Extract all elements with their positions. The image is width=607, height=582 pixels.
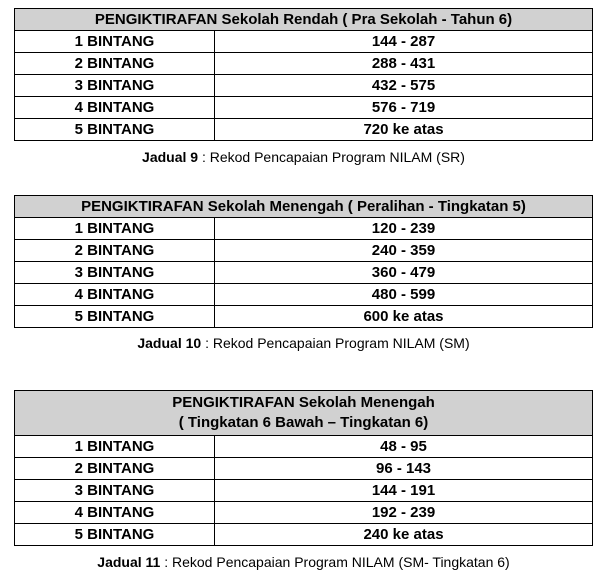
table-header-row <box>15 391 593 436</box>
star-level: 4 BINTANG <box>15 502 215 524</box>
caption-text: : Rekod Pencapaian Program NILAM (SR) <box>198 149 465 165</box>
star-level: 4 BINTANG <box>15 97 215 119</box>
table-header: PENGIKTIRAFAN Sekolah Menengah ( Peralihan - Tingkatan 5) <box>15 196 593 218</box>
table-row <box>15 458 593 480</box>
star-level: 5 BINTANG <box>15 119 215 141</box>
table-row <box>15 240 593 262</box>
table-row <box>15 262 593 284</box>
caption-text: : Rekod Pencapaian Program NILAM (SM- Tingkatan 6) <box>160 554 510 570</box>
star-level: 2 BINTANG <box>15 53 215 75</box>
score-range: 600 ke atas <box>215 306 593 328</box>
table-header: PENGIKTIRAFAN Sekolah Rendah ( Pra Sekolah - Tahun 6) <box>15 9 593 31</box>
star-level: 5 BINTANG <box>15 524 215 546</box>
score-range: 720 ke atas <box>215 119 593 141</box>
caption-label: Jadual 9 <box>142 149 199 165</box>
table-row <box>15 75 593 97</box>
score-range: 432 - 575 <box>215 75 593 97</box>
table-sekolah-rendah <box>14 8 593 141</box>
star-level: 1 BINTANG <box>15 218 215 240</box>
score-range: 480 - 599 <box>215 284 593 306</box>
table-sekolah-menengah <box>14 195 593 328</box>
score-range: 96 - 143 <box>215 458 593 480</box>
table-tingkatan-6 <box>14 390 593 546</box>
table-row <box>15 524 593 546</box>
table-row <box>15 480 593 502</box>
star-level: 1 BINTANG <box>15 436 215 458</box>
star-level: 4 BINTANG <box>15 284 215 306</box>
table-row <box>15 119 593 141</box>
table-row <box>15 31 593 53</box>
table-row <box>15 306 593 328</box>
score-range: 240 ke atas <box>215 524 593 546</box>
score-range: 120 - 239 <box>215 218 593 240</box>
star-level: 5 BINTANG <box>15 306 215 328</box>
score-range: 192 - 239 <box>215 502 593 524</box>
caption-label: Jadual 10 <box>137 335 202 351</box>
table-row <box>15 53 593 75</box>
star-level: 3 BINTANG <box>15 480 215 502</box>
caption-text: : Rekod Pencapaian Program NILAM (SM) <box>201 335 470 351</box>
score-range: 288 - 431 <box>215 53 593 75</box>
caption-label: Jadual 11 <box>97 554 161 570</box>
score-range: 144 - 191 <box>215 480 593 502</box>
score-range: 240 - 359 <box>215 240 593 262</box>
table-header-row <box>15 196 593 218</box>
table-caption <box>0 334 607 352</box>
table-caption <box>0 148 607 166</box>
star-level: 3 BINTANG <box>15 75 215 97</box>
table-header <box>15 391 593 436</box>
score-range: 48 - 95 <box>215 436 593 458</box>
star-level: 2 BINTANG <box>15 240 215 262</box>
score-range: 576 - 719 <box>215 97 593 119</box>
table-row <box>15 218 593 240</box>
table-row <box>15 436 593 458</box>
table-row <box>15 284 593 306</box>
table-row <box>15 97 593 119</box>
table-row <box>15 502 593 524</box>
table-caption <box>0 553 607 571</box>
star-level: 1 BINTANG <box>15 31 215 53</box>
score-range: 144 - 287 <box>215 31 593 53</box>
star-level: 3 BINTANG <box>15 262 215 284</box>
table-header-line: PENGIKTIRAFAN Sekolah Menengah <box>172 394 435 411</box>
score-range: 360 - 479 <box>215 262 593 284</box>
table-header-row <box>15 9 593 31</box>
star-level: 2 BINTANG <box>15 458 215 480</box>
table-header-line: ( Tingkatan 6 Bawah – Tingkatan 6) <box>178 414 429 431</box>
